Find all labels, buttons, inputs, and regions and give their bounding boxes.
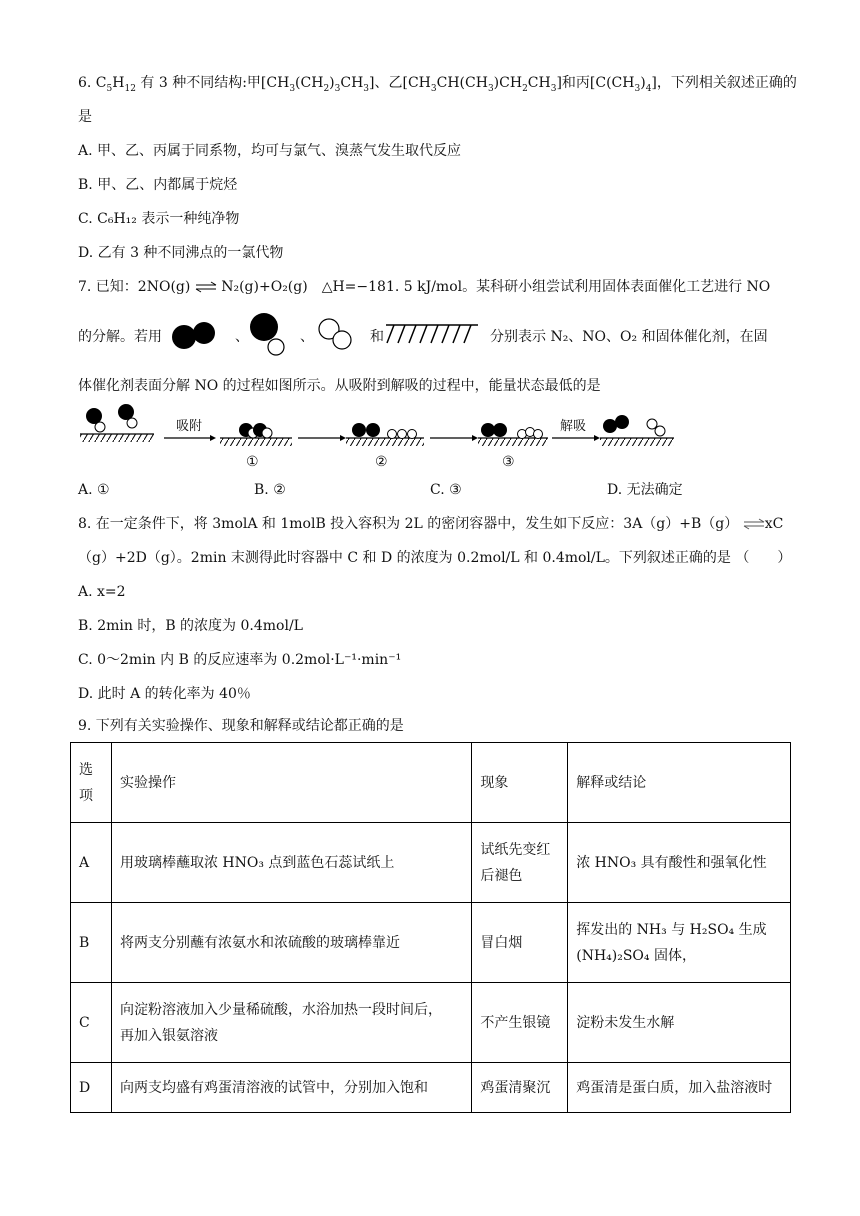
q8-stem-cont: （g）+2D（g）。2min 末测得此时容器中 C 和 D 的浓度为 0.2mol/L 和 0.4mol/L。下列叙述正确的是 （ ） xyxy=(78,550,792,566)
q6-option-b: B. 甲、乙、内都属于烷烃 xyxy=(78,177,238,193)
header-operation: 实验操作 xyxy=(111,743,471,823)
stage-initial xyxy=(80,404,154,442)
q8-option-a: A. x=2 xyxy=(78,584,126,600)
table-row: D 向两支均盛有鸡蛋清溶液的试管中，分别加入饱和 鸡蛋清聚沉 鸡蛋清是蛋白质，加入盐溶液时 xyxy=(71,1063,791,1113)
stage-final xyxy=(600,415,674,446)
adsorb-label: 吸附 xyxy=(176,419,203,434)
q7-option-b: B. ② xyxy=(254,482,286,498)
equilibrium-arrow-icon xyxy=(743,518,765,530)
catalyst-surface-icon xyxy=(384,323,480,345)
q7-legend-sep-3: 和 xyxy=(370,329,384,345)
table-row: C 向淀粉溶液加入少量稀硫酸，水浴加热一段时间后， 再加入银氨溶液 不产生银镜 淀粉未发生水解 xyxy=(71,983,791,1063)
q7-option-a: A. ① xyxy=(78,482,110,498)
q6-option-a: A. 甲、乙、丙属于同系物，均可与氯气、溴蒸气发生取代反应 xyxy=(78,143,462,159)
q6-stem: 6. $C_5H_{12}$ 有 3 种不同结构:甲$[CH_3(CH_2)_3CH_3]$、乙$[CH_3CH(CH_3)CH_2CH_3]$和丙$[C(CH_3)_4]$，下列相关叙述正确的 xyxy=(78,75,797,94)
q8-option-d: D. 此时 A 的转化率为 40％ xyxy=(78,686,251,702)
q8-option-b: B. 2min 时，B 的浓度为 0.4mol/L xyxy=(78,618,303,634)
q7-legend-sep-2: 、 xyxy=(300,329,314,345)
stage-3 xyxy=(478,423,548,446)
q6-option-d: D. 乙有 3 种不同沸点的一氯代物 xyxy=(78,245,284,261)
stage-2 xyxy=(346,423,424,446)
o2-molecule-icon xyxy=(316,316,356,352)
q7-stem: 7. 已知：2NO(g) N₂(g)+O₂(g) △H=−181. 5 kJ/mol。某科研小组尝试利用固体表面催化工艺进行 NO xyxy=(78,279,771,295)
q8-stem: 8. 在一定条件下，将 3molA 和 1molB 投入容积为 2L 的密闭容器中，发生如下反应：3A（g）+B（g） xC xyxy=(78,516,784,532)
header-phenomenon: 现象 xyxy=(472,743,568,823)
step-label-2: ② xyxy=(375,454,388,470)
q8-option-c: C. 0～2min 内 B 的反应速率为 0.2mol·L⁻¹·min⁻¹ xyxy=(78,652,402,668)
q9-table xyxy=(70,742,791,1113)
n2-molecule-icon xyxy=(170,318,220,352)
q6-stem-cont: 是 xyxy=(78,109,92,125)
table-row: B 将两支分别蘸有浓氨水和浓硫酸的玻璃棒靠近 冒白烟 挥发出的 NH₃ 与 H₂SO₄ 生成 (NH₄)₂SO₄ 固体， xyxy=(71,903,791,983)
step-label-1: ① xyxy=(246,454,259,470)
no-molecule-icon xyxy=(248,310,288,358)
q7-option-d: D. 无法确定 xyxy=(607,482,683,498)
desorb-label: 解吸 xyxy=(560,419,587,434)
q6-option-c: C. C₆H₁₂ 表示一种纯净物 xyxy=(78,211,240,227)
q7-option-c: C. ③ xyxy=(430,482,462,498)
q7-legend-text-b: 分别表示 N₂、NO、O₂ 和固体催化剂，在固 xyxy=(490,329,768,345)
step-label-3: ③ xyxy=(502,454,515,470)
stage-1 xyxy=(220,423,292,446)
equilibrium-arrow-icon xyxy=(195,281,217,293)
table-row: A 用玻璃棒蘸取浓 HNO₃ 点到蓝色石蕊试纸上 试纸先变红 后褪色 浓 HNO₃ 具有酸性和强氧化性 xyxy=(71,823,791,903)
q7-legend-text-a: 的分解。若用 xyxy=(78,329,162,345)
table-header-row xyxy=(71,743,791,823)
q7-legend-sep-1: 、 xyxy=(235,329,249,345)
q9-stem: 9. 下列有关实验操作、现象和解释或结论都正确的是 xyxy=(78,718,404,734)
header-conclusion: 解释或结论 xyxy=(568,743,791,823)
header-option: 选 项 xyxy=(71,743,112,823)
q7-stem-cont: 体催化剂表面分解 NO 的过程如图所示。从吸附到解吸的过程中，能量状态最低的是 xyxy=(78,378,601,394)
